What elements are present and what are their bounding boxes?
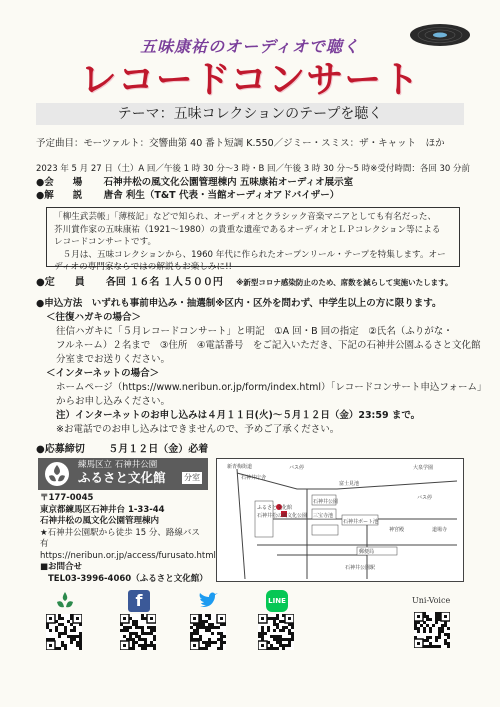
capacity-label: ●定 員 xyxy=(36,277,85,288)
postcard-heading: ＜往復ハガキの場合＞ xyxy=(46,312,142,323)
map-label: 石神井庁舎 xyxy=(241,475,267,481)
qr-code[interactable] xyxy=(414,612,450,648)
uni-voice-label: Uni-Voice xyxy=(412,596,451,605)
map-label: 石神井ボート池 xyxy=(343,519,379,525)
map-label: 道場寺 xyxy=(432,527,448,533)
deadline-row xyxy=(36,440,208,455)
facility-header xyxy=(38,458,208,490)
internet-line: 注）インターネットのお申し込みは４月１１日(火)～５月１２日（金）23:59 まで。 xyxy=(56,410,421,421)
facility-line: ■お問合せ xyxy=(40,562,83,572)
map-label: 石神井公園 xyxy=(313,499,339,505)
facility-logo-icon xyxy=(44,461,70,487)
qr-code[interactable] xyxy=(120,614,156,650)
qr-code[interactable] xyxy=(258,614,294,650)
deadline-label: ●応募締切 xyxy=(36,444,85,455)
intro-line: レコードコンサートです。 xyxy=(54,237,157,247)
schedule-dates: 2023 年 5 月 27 日（土）A 回／午後 1 時 30 分～3 時・B 回／午後 3 時 30 分～5 時※受付時間：各回 30 分前 xyxy=(36,164,471,174)
venue-row xyxy=(36,176,353,189)
map-label: 富士見池 xyxy=(339,481,360,487)
commentary-value: 唐舎 利生（T&T 代表・当館オーディオアドバイザー） xyxy=(103,190,340,201)
capacity-row xyxy=(36,276,452,290)
internet-line: からお申し込みください。 xyxy=(56,396,171,407)
header-subtitle: 五味康祐のオーディオで聴く xyxy=(140,37,360,56)
map-label: バス停 xyxy=(289,465,305,471)
access-map xyxy=(216,458,464,582)
program-text: 予定曲目：モーツァルト：交響曲第 40 番ト短調 K.550／ジミー・スミス：ザ・キャット ほか xyxy=(36,138,445,149)
intro-line: 「柳生武芸帳」「薄桜記」などで知られ、オーディオとクラシック音楽マニアとしても有名だった、 xyxy=(54,212,437,222)
facility-line: 石神井松の風文化公園管理棟内 xyxy=(40,516,160,526)
map-label: バス停 xyxy=(417,495,433,501)
map-label: 三宝寺池 xyxy=(313,513,334,519)
intro-line: ５月は、五味コレクションから、1960 年代に作られたオープンリール・テープを特集します。オー xyxy=(54,249,446,260)
qr-code[interactable] xyxy=(190,614,226,650)
map-label: 石神井松の風文化公園 xyxy=(257,513,308,519)
facebook-icon[interactable]: f xyxy=(128,590,150,612)
home-icon xyxy=(54,590,76,616)
facility-line: 東京都練馬区石神井台 1-33-44 xyxy=(40,504,165,515)
theme-banner: テーマ：五味コレクションのテープを聴く xyxy=(36,103,464,125)
internet-heading: ＜インターネットの場合＞ xyxy=(46,368,160,379)
facility-name: ふるさと文化館 xyxy=(78,470,166,485)
commentary-row xyxy=(36,189,339,202)
facility-org: 練馬区立 石神井公園 xyxy=(78,460,158,470)
intro-line: ディオの専門家ならではの解説もお楽しみに!! xyxy=(54,262,232,272)
intro-line: 芥川賞作家の五味康祐（1921～1980）の貴重な遺産であるオーディオとＬＰコレクション等による xyxy=(54,224,441,235)
page-title: レコードコンサート xyxy=(79,58,421,101)
facility-phone: TEL03-3996-4060（ふるさと文化館） xyxy=(48,573,208,584)
line-icon[interactable]: LINE xyxy=(266,590,288,612)
venue-value: 石神井松の風文化公園管理棟内 五味康祐オーディオ展示室 xyxy=(103,177,354,188)
facility-details xyxy=(38,490,216,585)
capacity-note: ※新型コロナ感染防止のため、席数を減らして実施いたします。 xyxy=(236,278,453,287)
postcard-line: 往信ハガキに「５月レコードコンサート」と明記 ①A 回・B 回の指定 ②氏名（ふりがな・ xyxy=(56,326,453,337)
facility-line: ★石神井公園駅から徒歩 15 分、路線バス有 xyxy=(40,527,200,549)
map-label: ふるさと文化館 xyxy=(257,505,293,511)
qr-code[interactable] xyxy=(46,614,82,650)
capacity-value: 各回 １６名 １人５００円 xyxy=(105,277,223,288)
map-label: 新青梅街道 xyxy=(227,464,253,470)
map-label: 石神井公園駅 xyxy=(345,565,376,571)
application-section xyxy=(36,297,486,437)
postcard-line: 分室までお送りください。 xyxy=(56,354,171,365)
application-heading: ●申込方法 いずれも事前申込み・抽選制※区内・区外を問わず、中学生以上の方に限ります。 xyxy=(36,298,442,309)
facility-link[interactable]: https://neribun.or.jp/access/furusato.html xyxy=(40,550,216,561)
venue-label: ●会 場 xyxy=(36,177,83,188)
map-label: 郵便局 xyxy=(359,549,375,555)
internet-line: ホームページ（https://www.neribun.or.jp/form/index.html）「レコードコンサート申込フォーム」 xyxy=(56,382,487,393)
facility-line: 〒177-0045 xyxy=(40,493,94,503)
deadline-value: ５月１２日（金）必着 xyxy=(108,444,209,455)
postcard-line: フルネーム）２名まで ③住所 ④電話番号 をご記入いただき、下記の石神井公園ふるさと文化館 xyxy=(56,340,481,351)
facility-info xyxy=(38,458,216,584)
map-label: 大泉学園 xyxy=(413,465,434,471)
facility-annex: 分室 xyxy=(184,473,200,482)
internet-line: ※お電話でのお申し込みはできませんので、予めご了承ください。 xyxy=(56,424,340,435)
map-label: 神宮殿 xyxy=(389,527,405,533)
commentary-label: ●解 説 xyxy=(36,190,83,201)
twitter-icon[interactable] xyxy=(196,590,220,616)
intro-box xyxy=(46,207,460,272)
